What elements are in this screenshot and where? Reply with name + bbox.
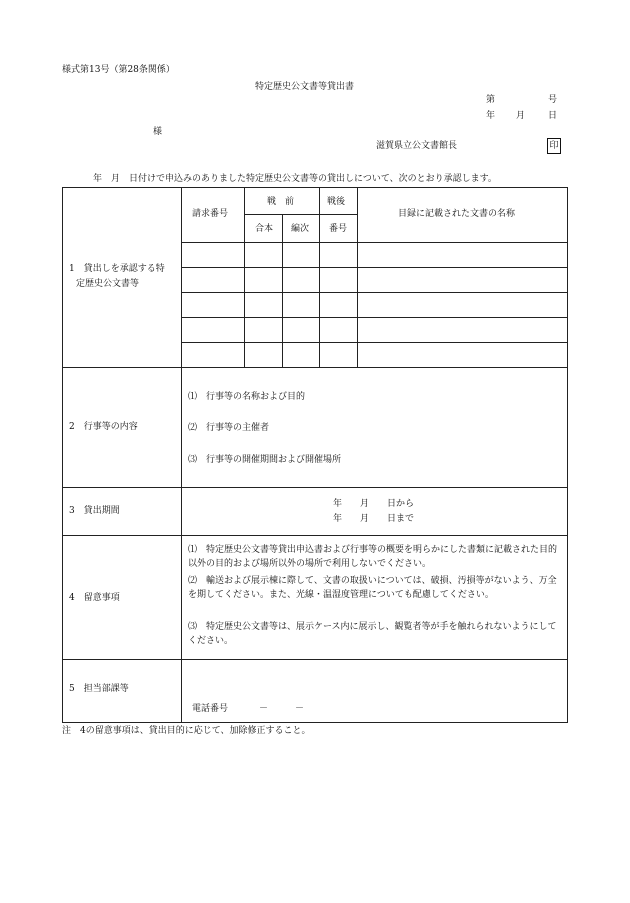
col-postwar: 戦後 — [327, 197, 346, 207]
issuer-name: 滋賀県立公文書館長 — [376, 141, 458, 151]
col-bound-volume: 合本 — [255, 224, 274, 234]
date-month: 月 — [516, 111, 526, 121]
col-document-name: 目録に記載された文書の名称 — [398, 209, 516, 219]
addressee-suffix: 様 — [153, 127, 163, 137]
section5-label: 5 担当部課等 — [69, 684, 129, 694]
form-number: 様式第13号（第28条関係） — [62, 65, 175, 75]
section1-label-line2: 定歴史公文書等 — [76, 279, 140, 289]
notice-item: ⑵ 輸送および展示棟に際して、文書の取扱いについては、破損、汚損等がないよう、万全を期してください。また、光線・温湿度管理についても配慮してください。 — [188, 576, 557, 600]
col-request-number: 請求番号 — [192, 209, 229, 219]
notice-item: ⑴ 特定歴史公文書等貸出申込書および行事等の概要を明らかにした書類に記載された目的以外の目的および場所以外の場所で利用しないでください。 — [188, 545, 558, 569]
loan-period-to: 年 月 日まで — [333, 514, 415, 524]
event-item: ⑶ 行事等の開催期間および開催場所 — [188, 455, 342, 465]
col-prewar: 戦 前 — [267, 197, 295, 207]
section3-label: 3 貸出期間 — [69, 506, 120, 516]
phone-dash: － — [295, 704, 305, 714]
date-year: 年 — [486, 111, 496, 121]
footnote: 注 4の留意事項は、貸出目的に応じて、加除修正すること。 — [62, 726, 311, 736]
phone-dash: － — [259, 704, 269, 714]
section1-label-line1: 1 貸出しを承認する特 — [69, 264, 165, 274]
seal-mark: 印 — [547, 138, 561, 154]
event-item: ⑵ 行事等の主催者 — [188, 423, 270, 433]
document-title: 特定歴史公文書等貸出書 — [255, 82, 355, 92]
loan-period-from: 年 月 日から — [333, 499, 415, 509]
phone-label: 電話番号 — [192, 704, 229, 714]
notice-item: ⑶ 特定歴史公文書等は、展示ケース内に展示し、観覧者等が手を触れられないようにしてください。 — [188, 622, 557, 646]
date-day: 日 — [548, 111, 558, 121]
section2-label: 2 行事等の内容 — [69, 422, 138, 432]
col-volume-order: 編次 — [291, 224, 310, 234]
event-item: ⑴ 行事等の名称および目的 — [188, 392, 306, 402]
col-number: 番号 — [329, 224, 348, 234]
intro-text: 年 月 日付けで申込みのありました特定歴史公文書等の貸出しについて、次のとおり承認します。 — [93, 174, 497, 184]
number-prefix: 第 — [486, 95, 496, 105]
number-suffix: 号 — [548, 95, 558, 105]
section4-label: 4 留意事項 — [69, 593, 120, 603]
